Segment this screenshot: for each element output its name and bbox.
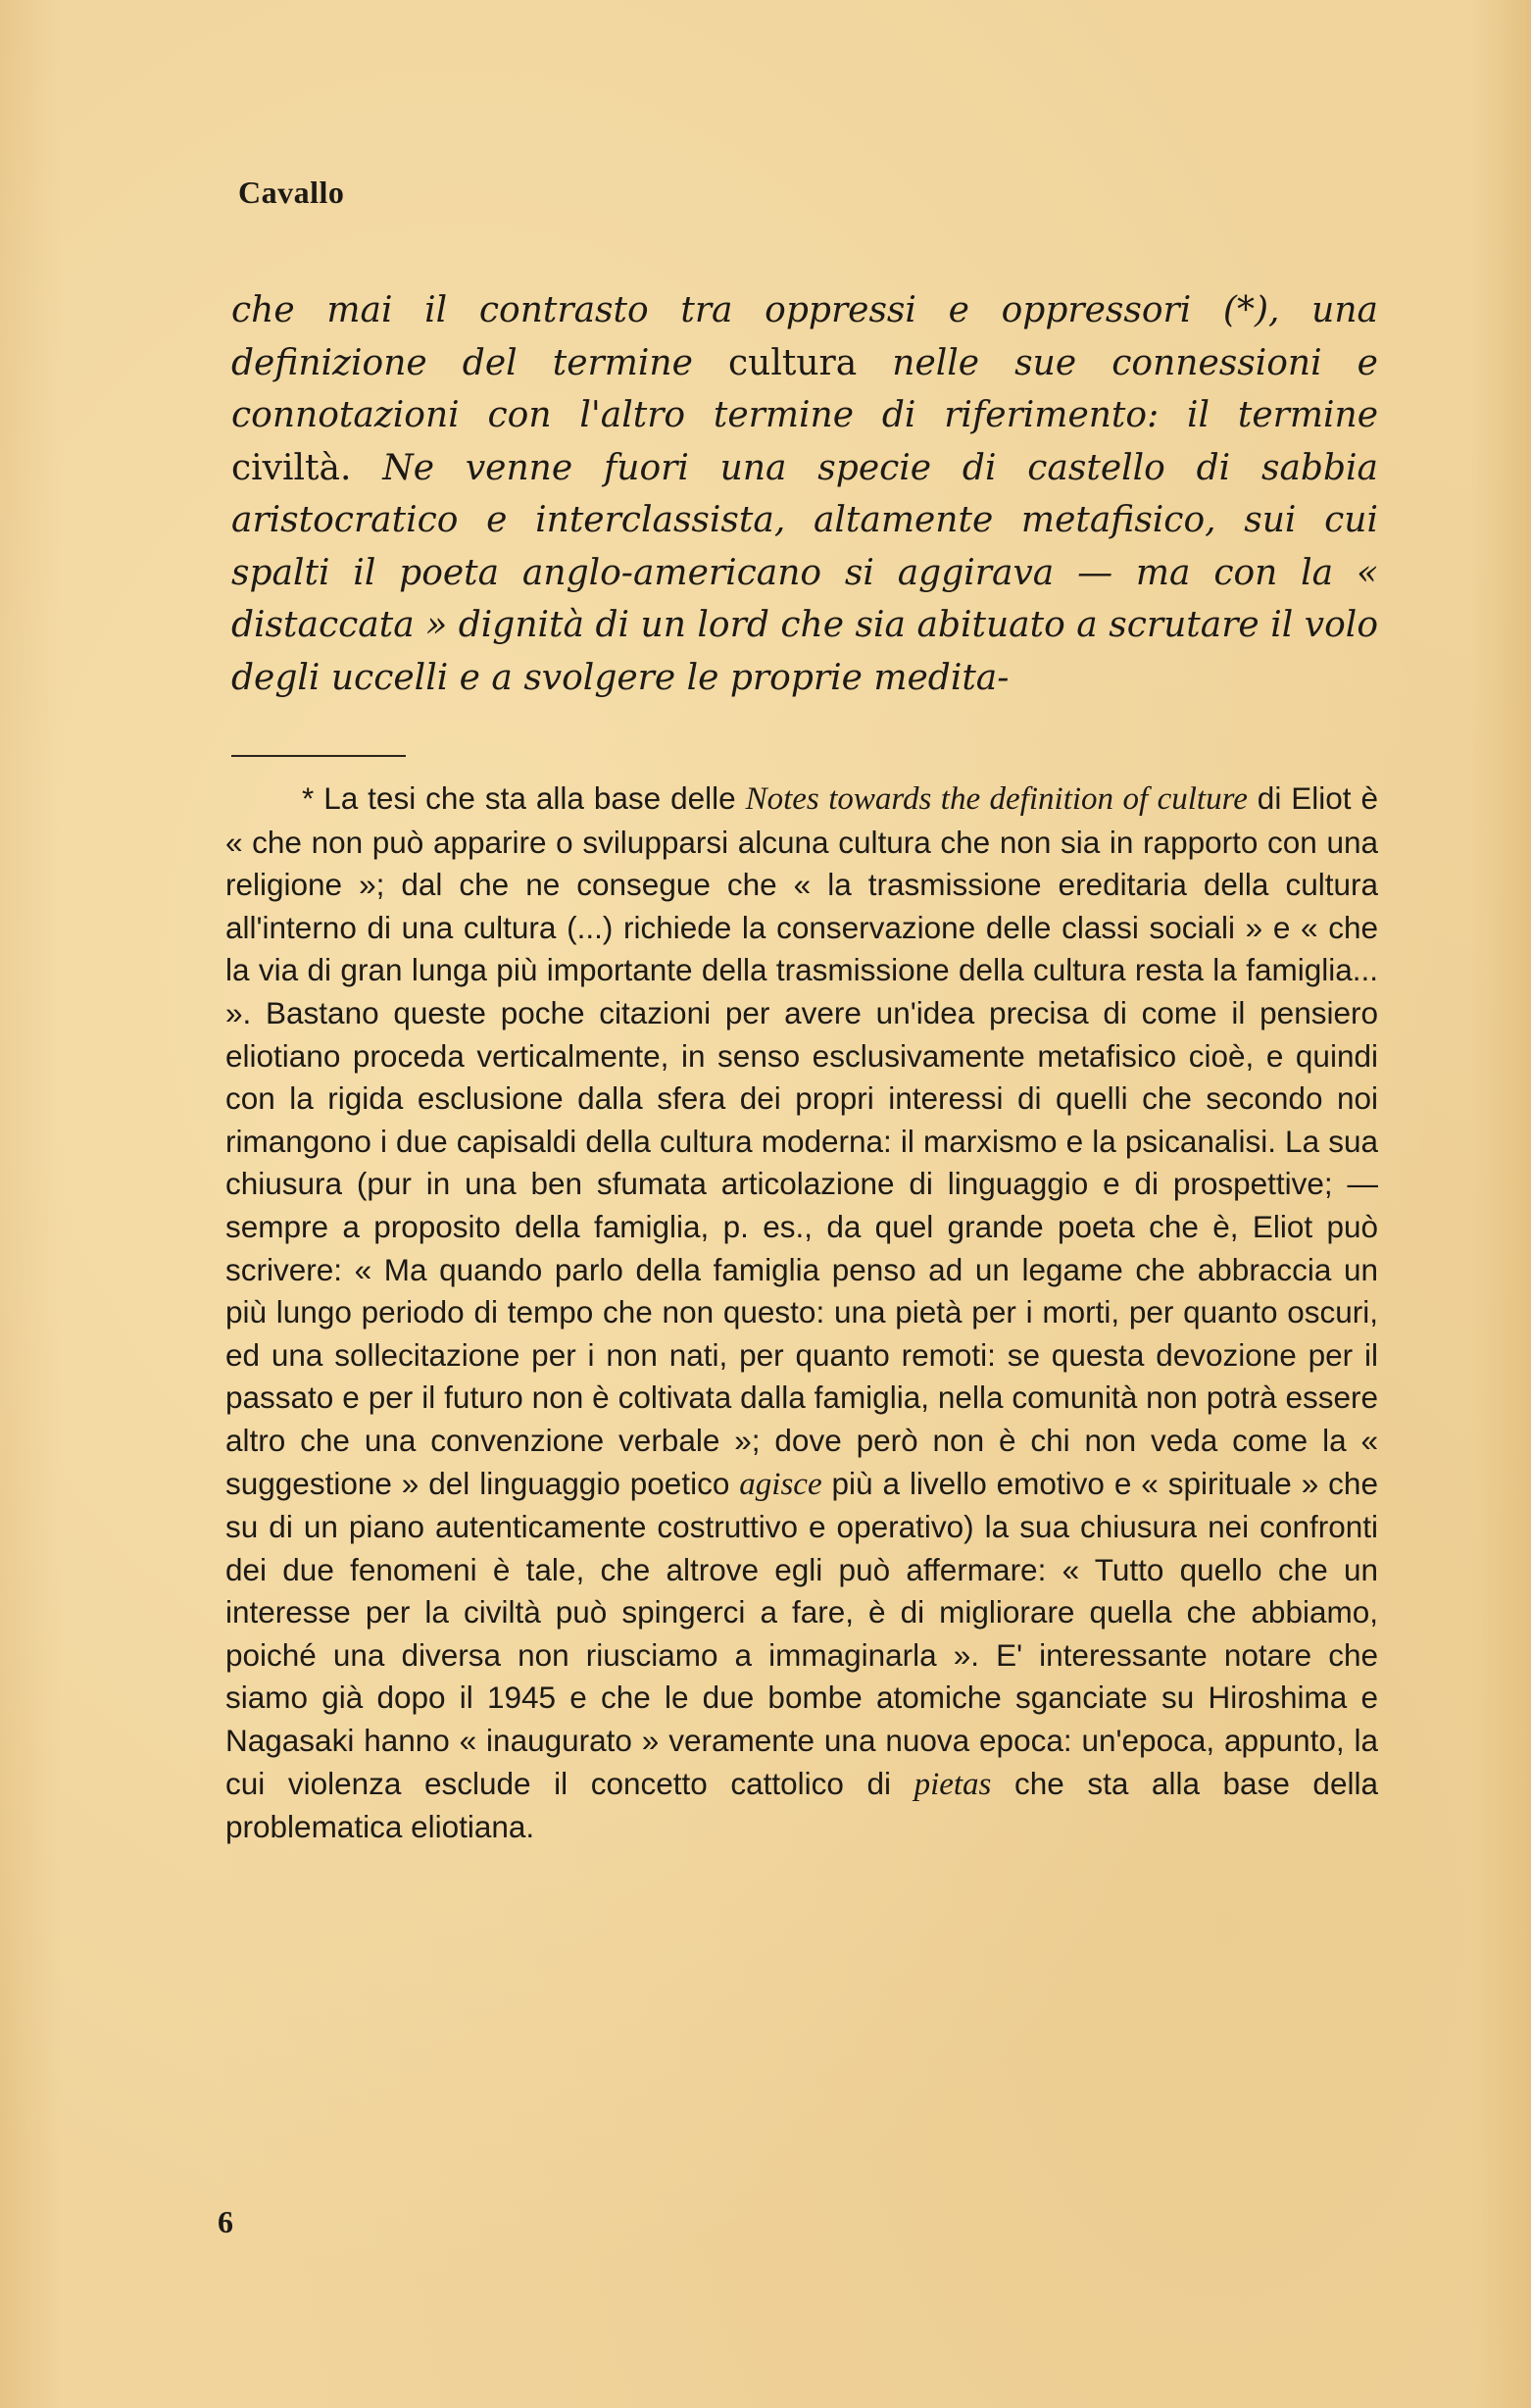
footnote-emphasis-pietas: pietas — [914, 1766, 992, 1802]
running-head: Cavallo — [238, 175, 345, 210]
body-segment-3: nelle sue connessioni e connotazioni con l'altro termine di riferimento: il termine — [231, 342, 1378, 435]
footnote-segment-1: * La tesi che sta alla base delle — [302, 780, 736, 816]
page-number: 6 — [218, 2204, 233, 2239]
footnote-emphasis-agisce: agisce — [739, 1466, 822, 1502]
footnote-segment-3: di Eliot è « che non può apparire o svilupparsi alcuna cultura che non sia in rapporto con una religione »; dal che ne consegue che « la trasmissione ereditaria della cultura all'interno di una cultura (...) richiede la conservazione delle classi sociali » e « che la via di gran lunga più importante della trasmissione della cultura resta la famiglia... ». Bastano queste poche citazioni per avere un'idea precisa di come il pensiero eliotiano proceda verticalmente, in senso esclusivamente metafisico cioè, e quindi con la rigida esclusione dalla sfera dei propri interessi di quelli che secondo noi rimangono i due capisaldi della cultura moderna: il marxismo e la psicanalisi. La sua chiusura (pur in una ben sfumata articolazione di linguaggio e di prospettive; — sempre a proposito della famiglia, p. es., da quel grande poeta che è, Eliot può scrivere: « Ma quando parlo della famiglia penso ad un legame che abbraccia un più lungo periodo di tempo che non questo: una pietà per i morti, per quanto oscuri, ed una sollecitazione per i non nati, per quanto remoti: se questa devozione per il passato e per il futuro non è coltivata dalla famiglia, nella comunità non potrà essere altro che una convenzione verbale »; dove però non è chi non veda come la « suggestione » del linguaggio poetico — [225, 780, 1378, 1501]
main-paragraph — [231, 284, 1378, 704]
body-segment-5: Ne venne fuori una specie di castello di sabbia aristocratico e interclassista, altamente metafisico, sui cui spalti il poeta anglo-americano si aggirava — ma con la « distaccata » dignità di un lord che sia abituato a scrutare il volo degli uccelli e a svolgere le proprie medita- — [231, 447, 1378, 698]
footnote-segment-5: più a livello emotivo e « spirituale » che su di un piano autenticamente costruttivo e operativo) la sua chiusura nei confronti dei due fenomeni è tale, che altrove egli può affermare: « Tutto quello che un interesse per la civiltà può spingerci a fare, è di migliorare quella che abbiamo, poiché una diversa non riusciamo a immaginarla ». E' interessante notare che siamo già dopo il 1945 e che le due bombe atomiche sganciate su Hiroshima e Nagasaki hanno « inaugurato » veramente una nuova epoca: un'epoca, appunto, la cui violenza esclude il concetto cattolico di — [225, 1465, 1378, 1801]
footnote-segment-7: che sta alla base della problematica eliotiana. — [225, 1765, 1378, 1845]
footnote — [225, 778, 1378, 1849]
body-segment-4: civiltà. — [231, 447, 352, 488]
body-segment-2: cultura — [727, 342, 858, 383]
footnote-divider — [231, 755, 406, 757]
body-segment-1: che mai il contrasto tra oppressi e oppressori (*), una definizione del termine — [231, 290, 1378, 383]
footnote-book-title: Notes towards the definition of culture — [745, 781, 1248, 817]
